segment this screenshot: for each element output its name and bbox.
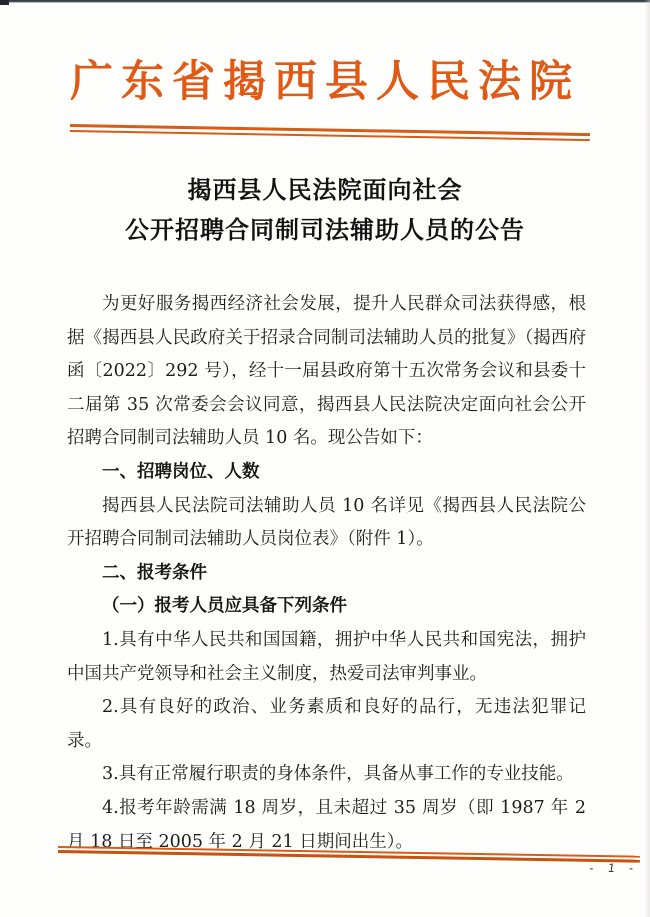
condition-item-2: 2.具有良好的政治、业务素质和良好的品行，无违法犯罪记录。 xyxy=(67,697,586,751)
positions-paragraph: 揭西县人民法院司法辅助人员 10 名详见《揭西县人民法院公开招聘合同制司法辅助人员岗位表》（附件 1）。 xyxy=(67,495,586,550)
intro-paragraph: 为更好服务揭西经济社会发展，提升人民群众司法获得感，根据《揭西县人民政府关于招录合同制司法辅助人员的批复》（揭西府函〔2022〕292 号），经十一届县政府第十五次常务会议和县委十二届第 35 次常委会会议同意，揭西县人民法院决定面向社会公开招聘合同制司法辅助人员 10 名。现公告如下： xyxy=(67,294,586,449)
section-heading-1: 一、招聘岗位、人数 xyxy=(102,461,260,482)
announcement-title-line1: 揭西县人民法院面向社会 xyxy=(187,176,463,204)
scan-corner-mark xyxy=(0,0,9,5)
page-number: - 1 - xyxy=(587,861,639,875)
condition-item-4: 4.报考年龄需满 18 周岁，且未超过 35 周岁（即 1987 年 2 月 18 日至 2005 年 2 月 21 日期间出生）。 xyxy=(67,797,586,852)
announcement-title xyxy=(0,170,650,250)
letterhead-title: 广东省揭西县人民法院 xyxy=(70,57,580,107)
section-heading-2: 二、报考条件 xyxy=(102,562,207,583)
condition-item-3: 3.具有正常履行职责的身体条件，具备从事工作的专业技能。 xyxy=(102,764,574,785)
letterhead-double-rule xyxy=(70,124,590,141)
document-body xyxy=(67,288,586,859)
scan-top-edge-artifact xyxy=(0,0,650,3)
scan-right-shade-artifact xyxy=(644,0,650,917)
announcement-title-line2: 公开招聘合同制司法辅助人员的公告 xyxy=(125,216,525,244)
condition-item-1: 1.具有中华人民共和国国籍，拥护中华人民共和国宪法，拥护中国共产党领导和社会主义制度，热爱司法审判事业。 xyxy=(67,629,586,684)
subsection-heading-2-1: （一）报考人员应具备下列条件 xyxy=(102,596,347,617)
